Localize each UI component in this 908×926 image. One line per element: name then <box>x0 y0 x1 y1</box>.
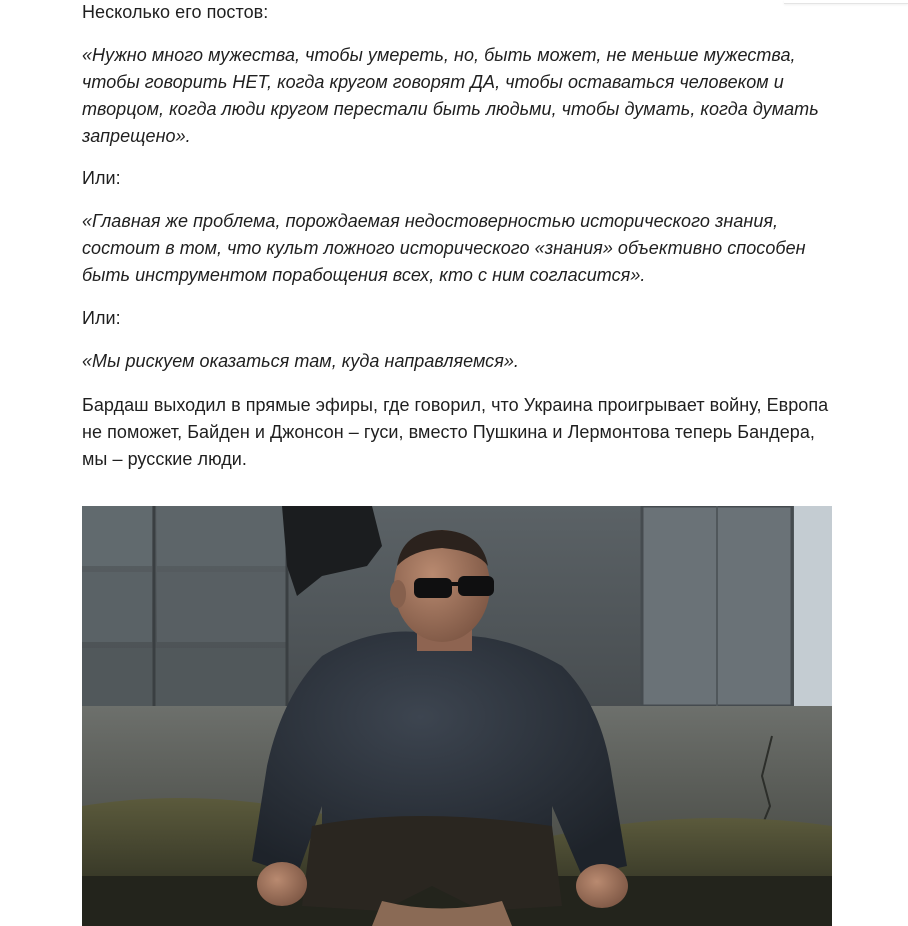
or-text-1: Или: <box>82 168 121 188</box>
article-photo <box>82 506 832 926</box>
or-text-2: Или: <box>82 308 121 328</box>
intro-text: Несколько его постов: <box>82 2 269 22</box>
quote-1: «Нужно много мужества, чтобы умереть, но, быть может, не меньше мужества, чтобы говорить НЕТ, когда кругом говорят ДА, чтобы оставаться человеком и творцом, когда люди кругом перестали быть людьми, чтобы думать, когда думать запрещено». <box>82 45 819 146</box>
photo-man-sitting-illustration <box>82 506 832 926</box>
quote-2: «Главная же проблема, порождаемая недостоверностью исторического знания, состоит в том, что культ ложного исторического «знания» объективно способен быть инструментом порабощения всех, кто с ним согласится». <box>82 211 806 285</box>
body-paragraph: Бардаш выходил в прямые эфиры, где говорил, что Украина проигрывает войну, Европа не поможет, Байден и Джонсон – гуси, вместо Пушкина и Лермонтова теперь Бандера, мы – русские люди. <box>82 395 829 469</box>
top-right-panel-edge <box>784 0 908 4</box>
quote-3: «Мы рискуем оказаться там, куда направляемся». <box>82 351 519 371</box>
